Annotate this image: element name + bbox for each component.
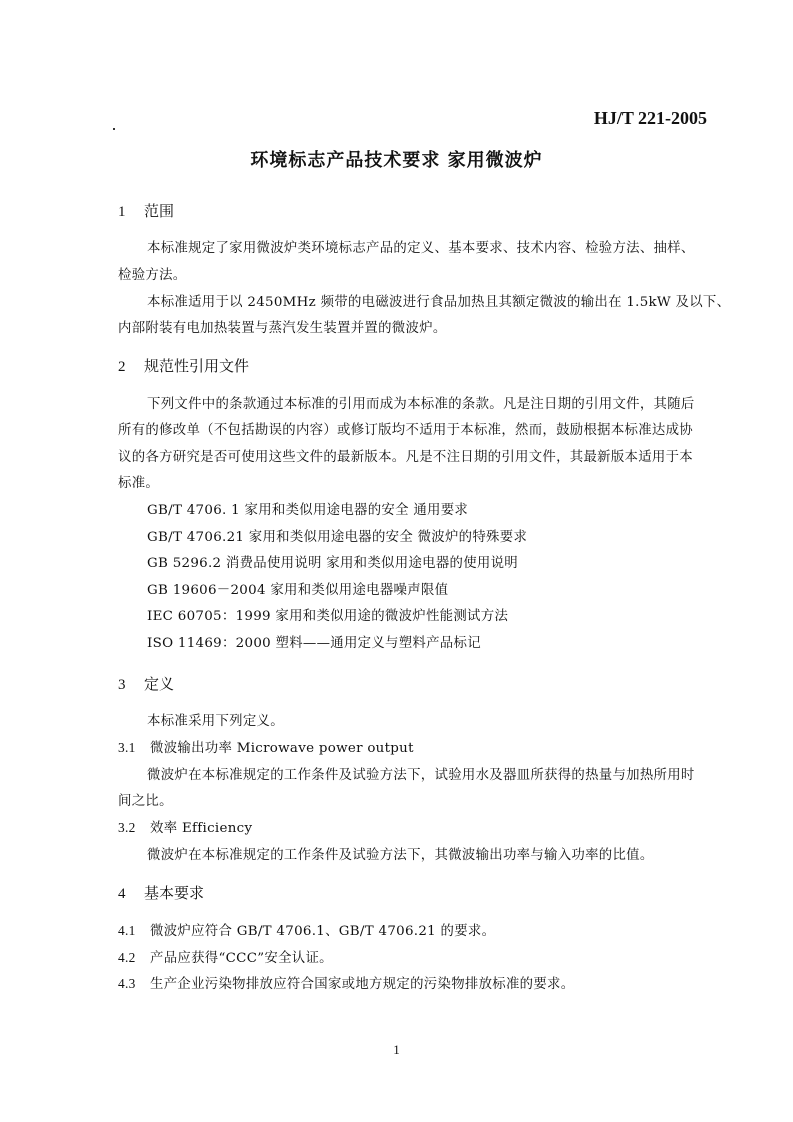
paragraph-line: 检验方法。: [118, 268, 187, 283]
section-title: 基本要求: [144, 884, 205, 902]
requirement-text: 产品应获得“CCC”安全认证。: [150, 951, 333, 966]
standard-number: HJ/T 221-2005: [593, 108, 707, 128]
paragraph-line: 议的各方研究是否可使用这些文件的最新版本。凡是不注日期的引用文件，其最新版本适用于本: [118, 450, 694, 465]
clause-number: 3.1: [118, 740, 136, 755]
page-number: 1: [393, 1042, 400, 1057]
section-title: 规范性引用文件: [144, 357, 250, 375]
section-number: 3: [118, 677, 126, 693]
requirement-item: [118, 947, 333, 966]
paragraph-line: 微波炉在本标准规定的工作条件及试验方法下，其微波输出功率与输入功率的比值。: [147, 848, 654, 863]
requirement-item: [118, 920, 495, 939]
section-2-heading: [118, 355, 249, 376]
reference-item: ISO 11469：2000 塑料——通用定义与塑料产品标记: [147, 636, 481, 651]
paragraph-line: 本标准适用于以 2450MHz 频带的电磁波进行食品加热且其额定微波的输出在 1.5kW 及以下、: [147, 295, 731, 310]
paragraph-line: 标准。: [118, 476, 160, 491]
definition-term: [118, 817, 252, 836]
term-text: 微波输出功率 Microwave power output: [150, 741, 414, 756]
term-text: 效率 Efficiency: [150, 821, 253, 836]
paragraph-line: 内部附装有电加热装置与蒸汽发生装置并置的微波炉。: [118, 321, 447, 336]
paragraph-line: 本标准规定了家用微波炉类环境标志产品的定义、基本要求、技术内容、检验方法、抽样、: [147, 241, 695, 256]
section-title: 定义: [144, 675, 175, 693]
section-number: 1: [118, 204, 126, 220]
reference-item: IEC 60705：1999 家用和类似用途的微波炉性能测试方法: [147, 609, 509, 624]
requirement-text: 微波炉应符合 GB/T 4706.1、GB/T 4706.21 的要求。: [150, 924, 496, 939]
reference-item: GB/T 4706. 1 家用和类似用途电器的安全 通用要求: [147, 503, 469, 518]
section-4-heading: [118, 882, 204, 903]
section-number: 2: [118, 359, 126, 375]
clause-number: 3.2: [118, 820, 136, 835]
page-title: 环境标志产品技术要求 家用微波炉: [250, 150, 543, 171]
section-number: 4: [118, 886, 126, 902]
clause-number: 4.3: [118, 976, 136, 991]
paragraph-line: 本标准采用下列定义。: [147, 714, 284, 729]
dot-mark: [113, 128, 115, 130]
clause-number: 4.1: [118, 923, 136, 938]
reference-item: GB 5296.2 消费品使用说明 家用和类似用途电器的使用说明: [147, 556, 518, 571]
section-1-heading: [118, 200, 174, 221]
definition-term: [118, 737, 414, 756]
paragraph-line: 微波炉在本标准规定的工作条件及试验方法下，试验用水及器皿所获得的热量与加热所用时: [147, 768, 695, 783]
requirement-text: 生产企业污染物排放应符合国家或地方规定的污染物排放标准的要求。: [150, 977, 575, 992]
paragraph-line: 所有的修改单（不包括勘误的内容）或修订版均不适用于本标准，然而，鼓励根据本标准达成协: [118, 423, 694, 438]
reference-item: GB/T 4706.21 家用和类似用途电器的安全 微波炉的特殊要求: [147, 530, 528, 545]
section-3-heading: [118, 673, 174, 694]
clause-number: 4.2: [118, 950, 136, 965]
requirement-item: [118, 973, 574, 992]
paragraph-line: 下列文件中的条款通过本标准的引用而成为本标准的条款。凡是注日期的引用文件，其随后: [147, 397, 695, 412]
section-title: 范围: [144, 202, 175, 220]
reference-item: GB 19606－2004 家用和类似用途电器噪声限值: [147, 583, 449, 598]
paragraph-line: 间之比。: [118, 794, 173, 809]
